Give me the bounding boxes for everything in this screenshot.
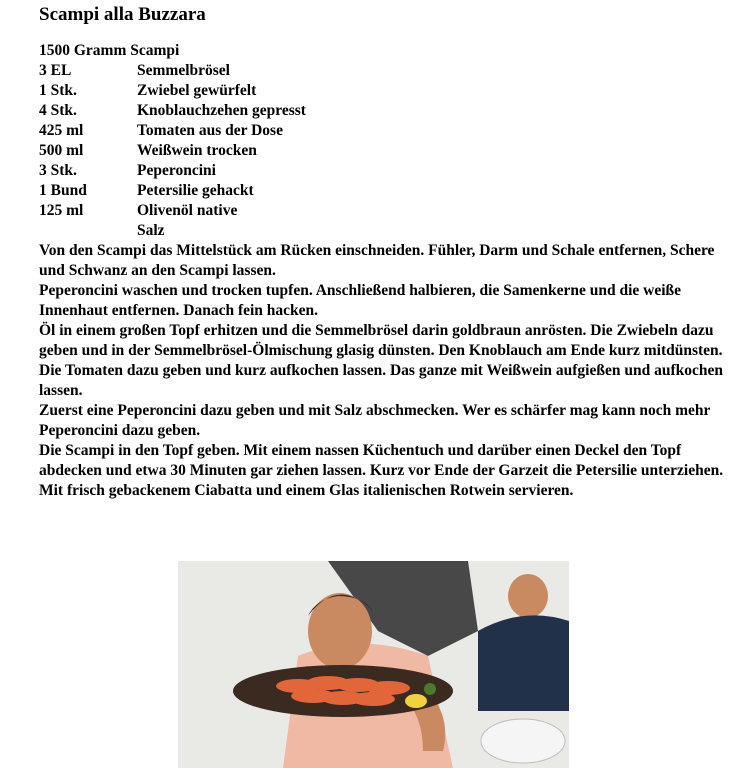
ingredient-quantity: 1 Stk. [39,82,77,99]
ingredient-row [39,61,306,81]
ingredient-row [39,121,306,141]
ingredient-name: Petersilie gehackt [137,182,254,199]
instruction-step: Die Tomaten dazu geben und kurz aufkochen lassen. Das ganze mit Weißwein aufgießen und aufkochen lassen. [39,362,723,399]
ingredient-name: Olivenöl native [137,202,238,219]
instruction-step: Die Scampi in den Topf geben. Mit einem nassen Küchentuch und darüber einen Deckel den Topf abdecken und etwa 30 Minuten gar ziehen lassen. Kurz vor Ende der Garzeit die Petersilie unterziehen. [39,442,724,479]
instruction-step: Zuerst eine Peperoncini dazu geben und mit Salz abschmecken. Wer es schärfer mag kann noch mehr Peperoncini dazu geben. [39,402,711,439]
instruction-step: Öl in einem großen Topf erhitzen und die Semmelbrösel darin goldbraun anrösten. Die Zwiebeln dazu geben und in der Semmelbrösel-Ölmischung glasig dünsten. Den Knoblauch am Ende kurz mitdünsten. [39,322,723,359]
ingredient-list [39,61,306,241]
ingredient-row [39,81,306,101]
ingredient-name: Salz [137,222,165,239]
recipe-title: Scampi alla Buzzara [39,4,206,25]
ingredient-name: Tomaten aus der Dose [137,122,283,139]
ingredient-row [39,101,306,121]
ingredient-quantity: 1 Bund [39,182,87,199]
instruction-step: Von den Scampi das Mittelstück am Rücken einschneiden. Fühler, Darm und Schale entfernen, Schere und Schwanz an den Scampi lassen. [39,242,715,279]
ingredient-quantity: 3 EL [39,62,72,79]
instruction-step: Mit frisch gebackenem Ciabatta und einem Glas italienischen Rotwein servieren. [39,482,574,499]
parsley [424,683,436,695]
ingredient-quantity [39,221,137,241]
table-plate [481,719,565,763]
ingredient-name: Knoblauchzehen gepresst [137,102,306,119]
ingredient-name: Semmelbrösel [137,62,230,79]
recipe-photo [178,561,569,768]
scampi [351,692,395,706]
instructions [39,241,729,501]
background-person-head [508,574,548,618]
ingredient-quantity: 4 Stk. [39,102,77,119]
ingredient-quantity: 125 ml [39,202,84,219]
photo-illustration [178,561,569,768]
main-ingredient: 1500 Gramm Scampi [39,42,180,59]
ingredient-quantity: 500 ml [39,142,84,159]
ingredient-row [39,161,306,181]
ingredient-quantity: 425 ml [39,122,84,139]
ingredient-row [39,221,306,241]
ingredient-name: Peperoncini [137,162,216,179]
ingredient-quantity: 3 Stk. [39,162,77,179]
ingredient-row [39,141,306,161]
ingredient-row [39,181,306,201]
lemon-slice [405,694,427,708]
ingredient-name: Zwiebel gewürfelt [137,82,257,99]
background-person-shirt [478,615,569,711]
ingredient-row [39,201,306,221]
instruction-step: Peperoncini waschen und trocken tupfen. Anschließend halbieren, die Samenkerne und die weiße Innenhaut entfernen. Danach fein hacken. [39,282,682,319]
ingredient-name: Weißwein trocken [137,142,257,159]
